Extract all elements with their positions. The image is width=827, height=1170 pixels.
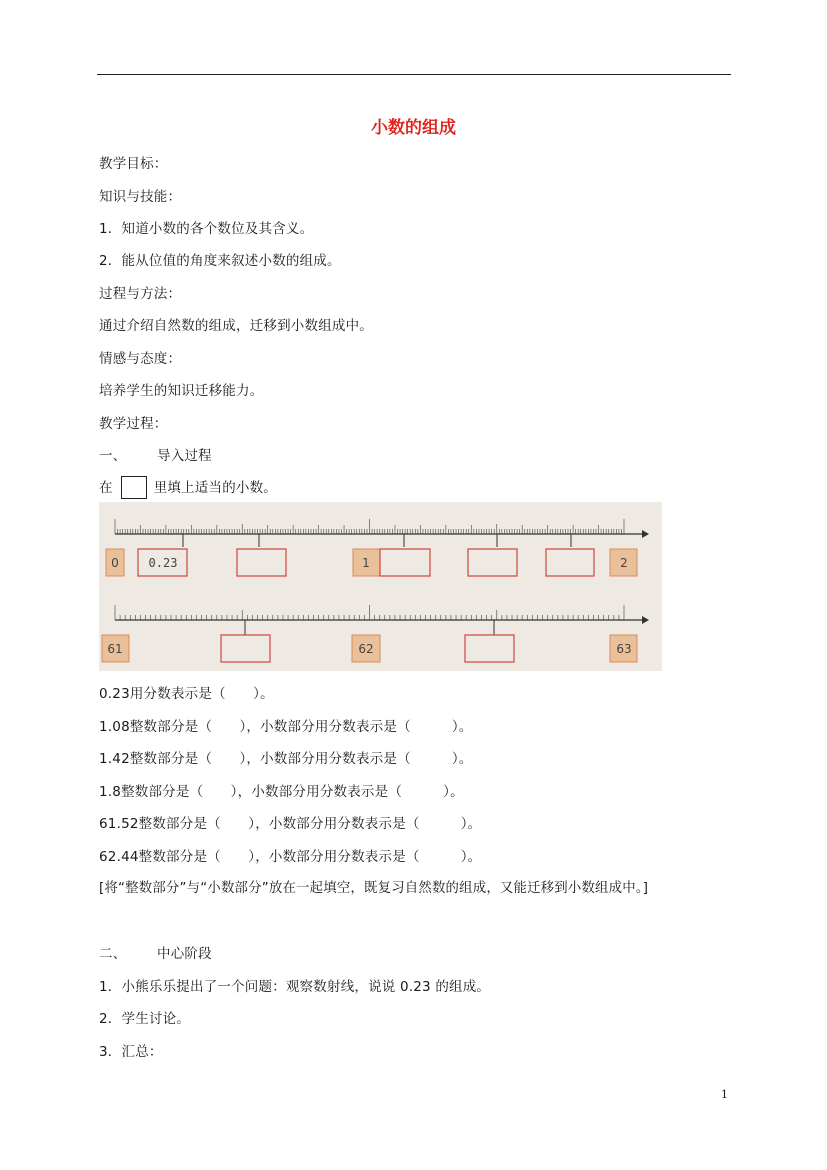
- center-item-1: 1．小熊乐乐提出了一个问题：观察数射线，说说 0.23 的组成。: [99, 979, 491, 995]
- section-2-heading: [99, 942, 212, 962]
- instruction-suffix: 里填上适当的小数。: [153, 480, 278, 496]
- label-63: 63: [616, 642, 632, 656]
- page-title: 小数的组成: [371, 118, 456, 138]
- label-023: 0.23: [148, 556, 178, 570]
- process-heading: 过程与方法：: [99, 286, 182, 302]
- knowledge-heading: 知识与技能：: [99, 189, 182, 205]
- header-rule: [97, 74, 731, 75]
- question-5: 61.52整数部分是（ ），小数部分用分数表示是（ ）。: [99, 816, 482, 832]
- attitude-heading: 情感与态度：: [99, 351, 182, 367]
- number-line-svg: [99, 502, 662, 671]
- knowledge-item-1: 1．知道小数的各个数位及其含义。: [99, 221, 314, 237]
- page-number: 1: [721, 1088, 728, 1101]
- label-1: 1: [362, 556, 370, 570]
- section-1-title: 导入过程: [157, 448, 212, 464]
- fill-instruction: [99, 476, 277, 500]
- question-2: 1.08整数部分是（ ），小数部分用分数表示是（ ）。: [99, 719, 473, 735]
- section-1-number: 一、: [99, 448, 127, 464]
- attitude-text: 培养学生的知识迁移能力。: [99, 383, 264, 399]
- label-61: 61: [107, 642, 123, 656]
- instruction-prefix: 在: [99, 480, 113, 496]
- label-2: 2: [620, 556, 628, 570]
- process-text: 通过介绍自然数的组成，迁移到小数组成中。: [99, 318, 373, 334]
- label-62: 62: [358, 642, 374, 656]
- blank-box-icon: [121, 476, 147, 499]
- number-line-figure: [99, 502, 662, 671]
- knowledge-item-2: 2．能从位值的角度来叙述小数的组成。: [99, 253, 341, 269]
- teaching-process-heading: 教学过程：: [99, 416, 168, 432]
- center-item-2: 2．学生讨论。: [99, 1011, 190, 1027]
- question-3: 1.42整数部分是（ ），小数部分用分数表示是（ ）。: [99, 751, 473, 767]
- question-4: 1.8整数部分是（ ），小数部分用分数表示是（ ）。: [99, 784, 464, 800]
- question-6: 62.44整数部分是（ ），小数部分用分数表示是（ ）。: [99, 849, 482, 865]
- objectives-heading: 教学目标：: [99, 156, 168, 172]
- section-2-number: 二、: [99, 946, 127, 962]
- section-2-title: 中心阶段: [157, 946, 212, 962]
- section-1-heading: [99, 444, 212, 464]
- center-item-3: 3．汇总：: [99, 1044, 163, 1060]
- teaching-note: [将“整数部分”与“小数部分”放在一起填空，既复习自然数的组成，又能迁移到小数组成中。]: [99, 881, 649, 896]
- label-0: 0: [111, 556, 119, 570]
- question-1: 0.23用分数表示是（ ）。: [99, 686, 274, 702]
